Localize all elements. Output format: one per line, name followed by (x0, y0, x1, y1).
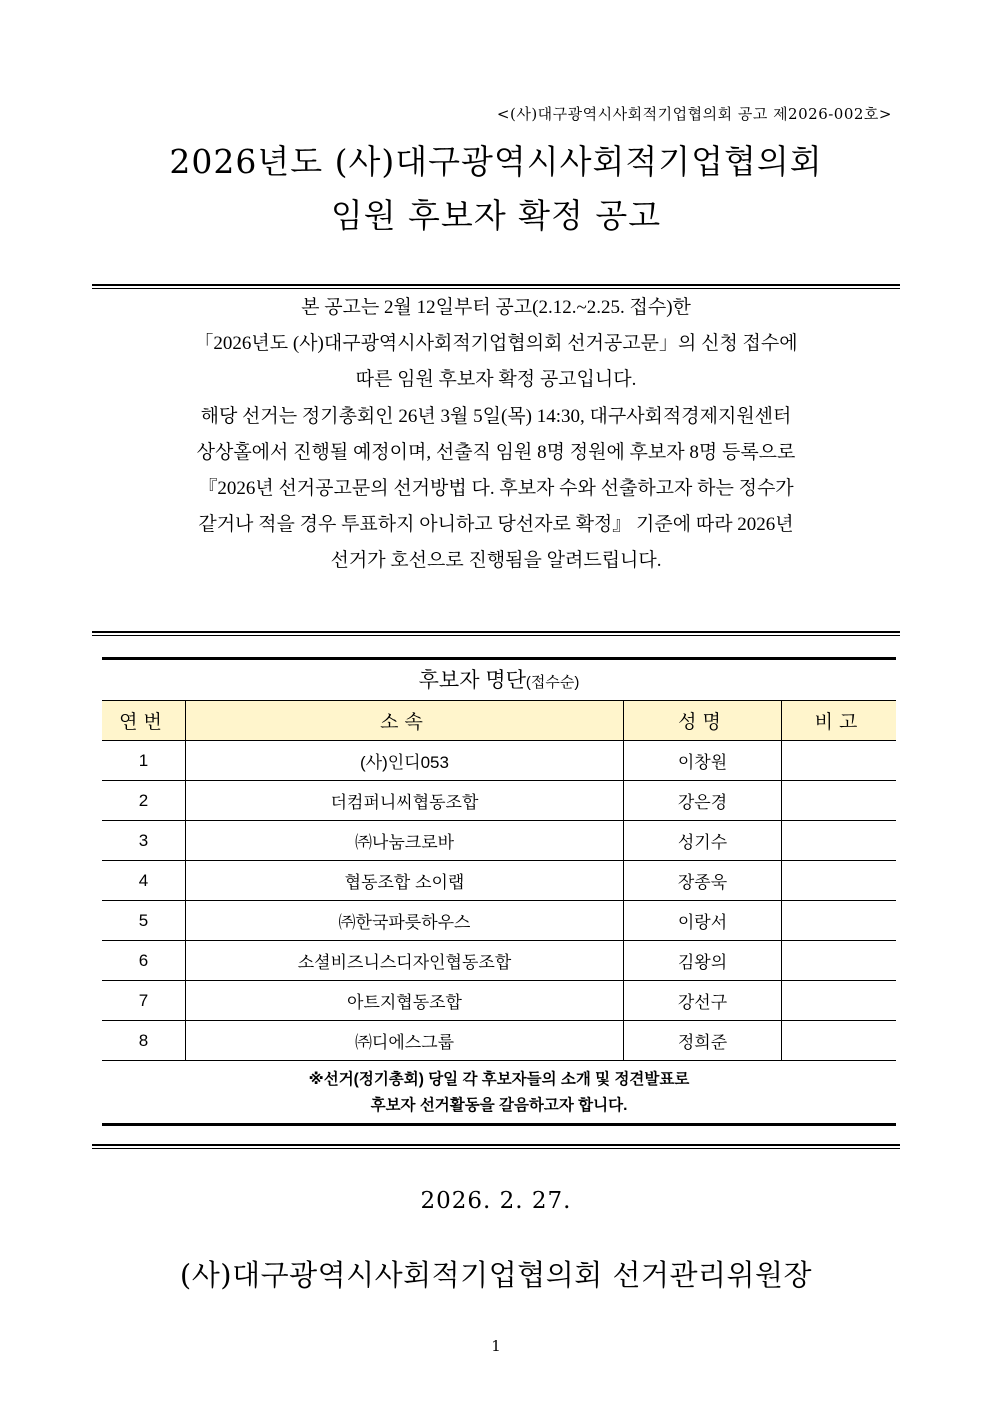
body-line: 같거나 적을 경우 투표하지 아니하고 당선자로 확정』 기준에 따라 2026년 (198, 514, 794, 536)
footnote-line: 후보자 선거활동을 갈음하고자 합니다. (370, 1097, 628, 1114)
divider-top (92, 284, 900, 289)
column-header-note: 비고 (782, 701, 897, 741)
footnote-line: ※선거(정기총회) 당일 각 후보자들의 소개 및 정견발표로 (308, 1071, 690, 1088)
body-line: 상상홀에서 진행될 예정이며, 선출직 임원 8명 정원에 후보자 8명 등록으로 (196, 441, 796, 463)
cell-name: 강선구 (624, 981, 782, 1021)
cell-org: ㈜나눔크로바 (186, 821, 624, 861)
table-header-row (102, 701, 896, 741)
cell-note (782, 981, 897, 1021)
cell-org: ㈜한국파릇하우스 (186, 901, 624, 941)
cell-note (782, 861, 897, 901)
column-header-name: 성명 (624, 701, 782, 741)
cell-name: 이랑서 (624, 901, 782, 941)
cell-no: 1 (102, 741, 186, 781)
table-row (102, 781, 896, 821)
column-header-no: 연번 (102, 701, 186, 741)
cell-no: 5 (102, 901, 186, 941)
divider-middle (92, 631, 900, 636)
cell-no: 8 (102, 1021, 186, 1061)
cell-no: 3 (102, 821, 186, 861)
signer: (사)대구광역시사회적기업협의회 선거관리위원장 (179, 1258, 813, 1292)
cell-name: 이창원 (624, 741, 782, 781)
cell-name: 성기수 (624, 821, 782, 861)
cell-note (782, 901, 897, 941)
cell-note (782, 741, 897, 781)
table-row (102, 861, 896, 901)
body-line: 『2026년 선거공고문의 선거방법 다. 후보자 수와 선출하고자 하는 정수가 (198, 478, 794, 500)
candidate-list (102, 657, 896, 1126)
document-title-line1: 2026년도 (사)대구광역시사회적기업협의회 (169, 142, 823, 181)
cell-note (782, 781, 897, 821)
cell-name: 장종욱 (624, 861, 782, 901)
notice-number: <(사)대구광역시사회적기업협의회 공고 제2026-002호> (496, 105, 892, 123)
body-line: 따른 임원 후보자 확정 공고입니다. (355, 369, 637, 391)
column-header-org: 소속 (186, 701, 624, 741)
cell-org: (사)인디053 (186, 741, 624, 781)
cell-name: 김왕의 (624, 941, 782, 981)
cell-org: 협동조합 소이랩 (186, 861, 624, 901)
table-row (102, 981, 896, 1021)
document-title-line2: 임원 후보자 확정 공고 (330, 196, 662, 235)
body-line: 「2026년도 (사)대구광역시사회적기업협의회 선거공고문」의 신청 접수에 (194, 333, 798, 355)
table-title: 후보자 명단 (418, 669, 526, 692)
table-title-suffix: (접수순) (525, 674, 580, 691)
table-row (102, 821, 896, 861)
page-number: 1 (491, 1337, 501, 1355)
table-row (102, 741, 896, 781)
table-row (102, 941, 896, 981)
candidate-table (102, 701, 896, 1061)
cell-org: 아트지협동조합 (186, 981, 624, 1021)
divider-bottom (92, 1144, 900, 1149)
table-row (102, 901, 896, 941)
candidate-list-title (102, 660, 896, 701)
cell-note (782, 941, 897, 981)
cell-note (782, 821, 897, 861)
body-line: 해당 선거는 정기총회인 26년 3월 5일(목) 14:30, 대구사회적경제지원센터 (200, 405, 792, 427)
cell-name: 강은경 (624, 781, 782, 821)
cell-org: ㈜디에스그룹 (186, 1021, 624, 1061)
announcement-body (92, 290, 900, 580)
table-footnote (102, 1061, 896, 1123)
body-line: 선거가 호선으로 진행됨을 알려드립니다. (330, 550, 662, 572)
cell-no: 4 (102, 861, 186, 901)
body-line: 본 공고는 2월 12일부터 공고(2.12.~2.25. 접수)한 (301, 297, 691, 318)
table-row (102, 1021, 896, 1061)
cell-no: 7 (102, 981, 186, 1021)
cell-no: 2 (102, 781, 186, 821)
cell-org: 더컴퍼니씨협동조합 (186, 781, 624, 821)
cell-no: 6 (102, 941, 186, 981)
cell-name: 정희준 (624, 1021, 782, 1061)
announcement-date: 2026. 2. 27. (420, 1188, 572, 1214)
cell-org: 소셜비즈니스디자인협동조합 (186, 941, 624, 981)
cell-note (782, 1021, 897, 1061)
